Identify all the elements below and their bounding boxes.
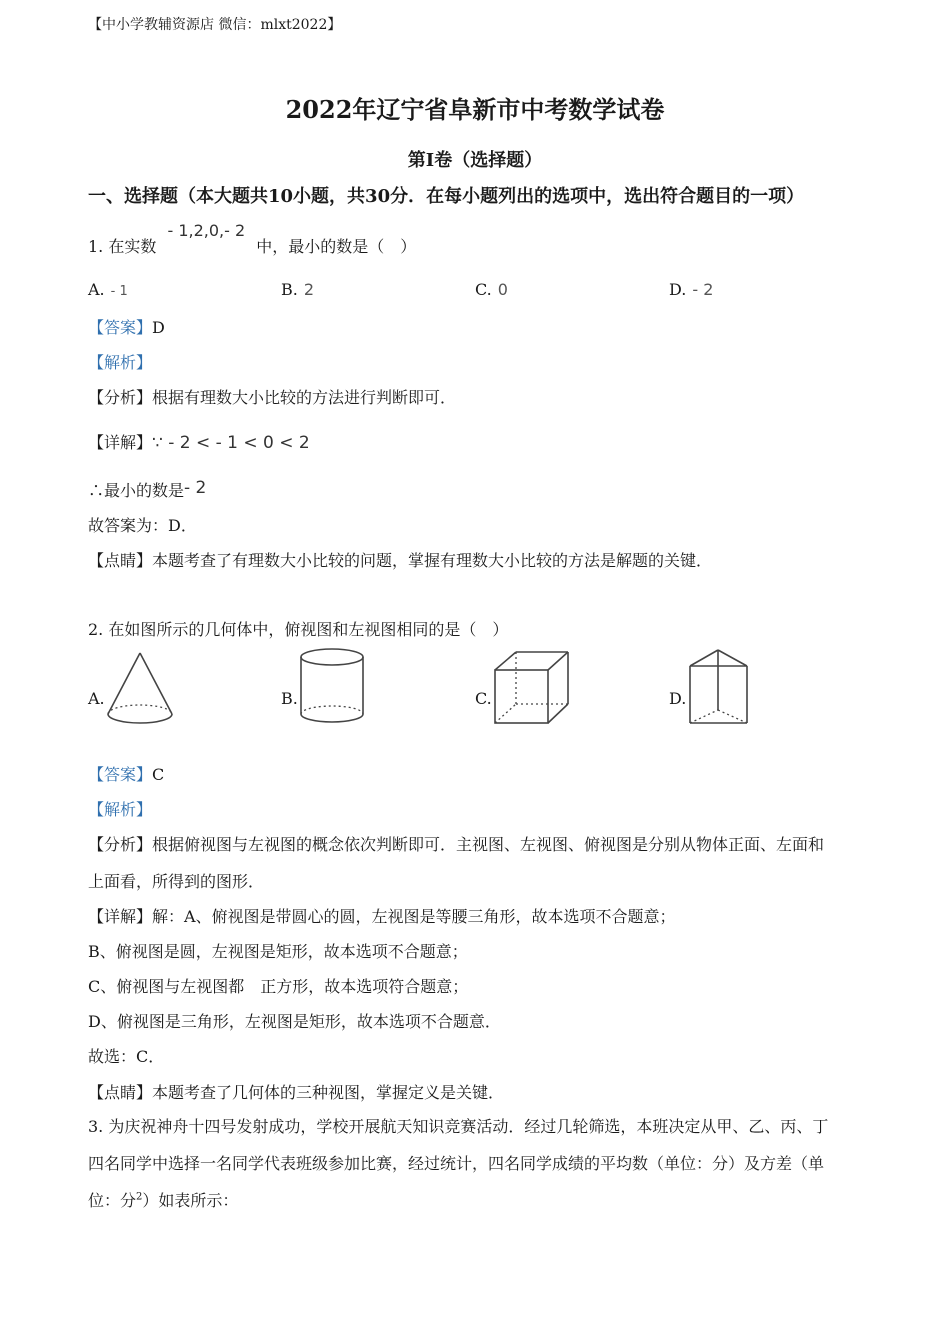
triangular-prism-figure [686,646,752,728]
q2-detail-d: D、俯视图是三角形，左视图是矩形，故本选项不合题意． [88,1012,501,1031]
q1-option-b-label: B. [281,280,298,299]
q1-prefix: 1. 在实数 [88,237,157,256]
section-heading: 一、选择题（本大题共10小题，共30分．在每小题列出的选项中，选出符合题目的一项） [88,186,805,207]
q1-option-d [669,280,713,299]
q1-smallest [88,478,206,501]
q3-stem-line2: 四名同学中选择一名同学代表班级参加比赛，经过统计，四名同学成绩的平均数（单位：分）及方差（单 [88,1154,825,1173]
q1-option-d-value: - 2 [692,280,714,299]
q2-stem: 2. 在如图所示的几何体中，俯视图和左视图相同的是（ ） [88,620,509,639]
q1-option-b [281,280,314,299]
q1-answer [88,315,165,338]
q3-superscript: 2 [136,1191,143,1203]
q1-detail-math: ∵ - 2 < - 1 < 0 < 2 [152,433,310,453]
q1-conclusion: 故答案为：D． [88,516,197,535]
q3-line3-start: 位：分 [88,1191,137,1210]
q1-detail-tag: 【详解】 [88,433,153,452]
q3-stem-line3 [88,1188,238,1211]
q3-stem-line1: 3. 为庆祝神舟十四号发射成功，学校开展航天知识竞赛活动．经过几轮筛选，本班决定从甲、乙、丙、丁 [88,1117,829,1136]
q1-suffix: 中，最小的数是（ ） [256,237,417,256]
q1-option-d-label: D. [669,280,687,299]
q1-smallest-text: ∴最小的数是 [88,481,185,500]
cube-figure [492,648,572,728]
q2-detail: 【详解】解：A、俯视图是带圆心的圆，左视图是等腰三角形，故本选项不合题意； [88,907,676,926]
q2-answer [88,762,164,785]
q2-conclusion: 故选：C． [88,1047,165,1066]
q1-option-a-label: A. [88,280,105,299]
q1-answer-tag: 【答案】 [88,318,153,337]
q1-option-a-value: - 1 [110,284,128,299]
q1-option-c-label: C. [475,280,492,299]
q2-detail-c: C、俯视图与左视图都 正方形，故本选项符合题意； [88,977,469,996]
q1-fenxi: 【分析】根据有理数大小比较的方法进行判断即可． [88,388,457,407]
q2-option-b-label: B. [281,689,298,708]
q2-fenxi-line1: 【分析】根据俯视图与左视图的概念依次判断即可．主视图、左视图、俯视图是分别从物体正面、左面和 [88,835,825,854]
header-watermark: 【中小学教辅资源店 微信：mlxt2022】 [88,17,342,33]
q1-dianjing: 【点睛】本题考查了有理数大小比较的问题，掌握有理数大小比较的方法是解题的关键． [88,551,713,570]
q1-option-a [88,280,128,299]
q1-option-b-value: 2 [303,280,315,299]
q2-analysis-tag: 【解析】 [88,800,153,819]
q1-detail [88,430,310,453]
q1-smallest-value: - 2 [184,478,207,498]
q2-fenxi-line2: 上面看，所得到的图形． [88,872,265,891]
q2-option-c-label: C. [475,689,492,708]
q1-option-c [475,280,508,299]
q2-option-d-label: D. [669,689,687,708]
q2-dianjing: 【点睛】本题考查了几何体的三种视图，掌握定义是关键． [88,1083,505,1102]
cylinder-figure [298,646,368,728]
q1-option-c-value: 0 [497,280,508,299]
q2-option-a-label: A. [88,689,105,708]
q1-answer-value: D [152,318,165,337]
part-title: 第Ⅰ卷（选择题） [407,150,543,171]
q2-detail-b: B、俯视图是圆，左视图是矩形，故本选项不合题意； [88,942,468,961]
q3-line3-end: ）如表所示： [142,1191,239,1210]
q1-stem [88,221,417,257]
q2-answer-value: C [152,765,165,784]
q2-answer-tag: 【答案】 [88,765,153,784]
cone-figure [104,648,176,728]
q1-analysis-tag: 【解析】 [88,353,153,372]
q1-numbers: - 1,2,0,- 2 [167,221,246,240]
page-title: 2022年辽宁省阜新市中考数学试卷 [285,95,665,124]
